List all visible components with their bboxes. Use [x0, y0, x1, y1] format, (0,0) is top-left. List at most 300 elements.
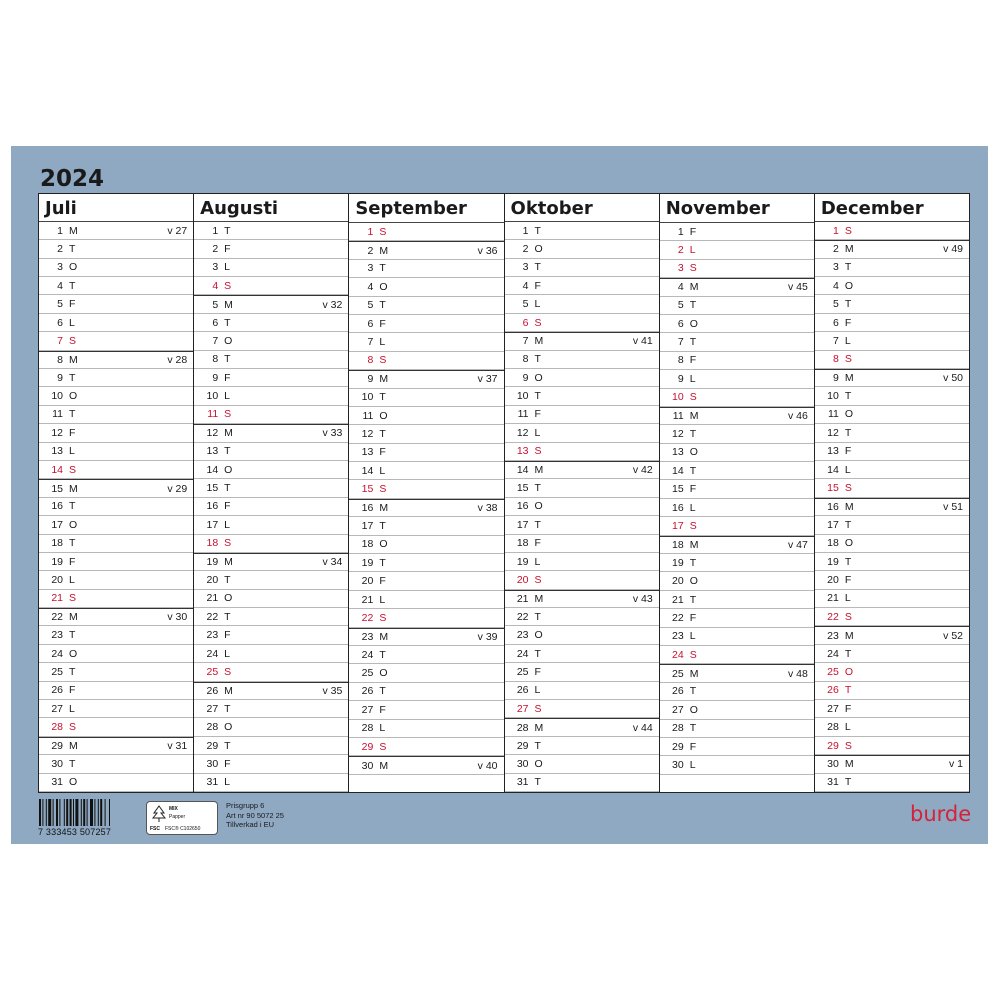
day-row [349, 591, 503, 609]
weekday-letter: M [379, 502, 389, 515]
day-number: 4 [677, 281, 684, 294]
day-number: 7 [833, 334, 839, 347]
day-row [349, 572, 503, 590]
week-number: v 46 [788, 410, 808, 423]
day-number: 22 [827, 610, 839, 623]
weekday-letter: F [224, 629, 231, 642]
weekday-letter: T [534, 610, 541, 623]
weekday-letter: T [689, 722, 697, 735]
day-list [505, 222, 659, 792]
weekday-letter: T [224, 739, 231, 752]
weekday-letter: F [224, 242, 231, 255]
weekday-letter: F [844, 445, 852, 458]
barcode-bar [46, 799, 47, 826]
barcode-number: 7 333453 507257 [38, 827, 112, 837]
day-row [39, 590, 193, 608]
day-number: 2 [57, 242, 63, 255]
day-row [815, 682, 969, 700]
day-row [505, 737, 659, 755]
weekday-letter: T [534, 482, 541, 495]
day-row [194, 222, 348, 240]
day-row [39, 737, 193, 755]
calendar-footer [38, 799, 970, 839]
info-line: Tillverkad i EU [226, 820, 275, 829]
day-row [660, 297, 814, 315]
day-number: 30 [206, 757, 219, 770]
day-number: 11 [827, 408, 839, 421]
day-row [505, 424, 659, 442]
weekday-letter: T [844, 776, 852, 789]
day-number: 25 [672, 667, 684, 680]
weekday-letter: F [69, 426, 76, 439]
day-row [815, 663, 969, 681]
day-row [194, 626, 348, 644]
day-row [660, 389, 814, 407]
barcode-bar [98, 799, 99, 826]
day-row [194, 682, 348, 700]
day-number: 11 [362, 409, 374, 422]
day-number: 7 [522, 335, 529, 348]
weekday-letter: O [224, 721, 233, 734]
day-number: 1 [833, 224, 839, 237]
weekday-letter: M [844, 758, 854, 771]
weekday-letter: T [69, 537, 76, 550]
day-row [194, 351, 348, 369]
weekday-letter: S [844, 482, 852, 495]
month-name: Oktober [505, 194, 659, 222]
day-row [815, 387, 969, 405]
day-number: 22 [516, 610, 529, 623]
day-number: 30 [827, 758, 839, 771]
day-number: 16 [827, 500, 839, 513]
day-number: 14 [51, 463, 63, 476]
day-number: 5 [212, 298, 219, 311]
day-row [505, 626, 659, 644]
weekday-letter: T [224, 574, 231, 586]
day-row [505, 479, 659, 497]
day-row [349, 260, 503, 278]
weekday-letter: S [224, 537, 232, 550]
day-row [815, 424, 969, 442]
weekday-letter: F [224, 371, 231, 384]
day-number: 6 [522, 316, 529, 329]
day-row [39, 718, 193, 736]
weekday-letter: S [379, 354, 387, 367]
day-row [39, 424, 193, 442]
weekday-letter: M [689, 281, 699, 294]
month-name: December [815, 194, 969, 222]
day-number: 10 [827, 390, 839, 403]
weekday-letter: T [534, 261, 541, 274]
day-number: 16 [51, 500, 63, 513]
weekday-letter: F [224, 757, 231, 770]
day-number: 16 [516, 500, 529, 513]
day-number: 19 [361, 556, 374, 569]
weekday-letter: F [534, 408, 541, 421]
day-row [660, 572, 814, 590]
day-number: 25 [827, 665, 839, 678]
day-number: 12 [827, 426, 839, 439]
day-row [815, 590, 969, 608]
weekday-letter: M [379, 630, 389, 643]
day-number: 26 [51, 684, 63, 697]
weekday-letter: O [689, 446, 698, 459]
day-number: 6 [57, 316, 63, 329]
day-number: 30 [361, 759, 374, 772]
weekday-letter: T [689, 685, 697, 698]
barcode-bar [83, 799, 85, 826]
day-number: 12 [51, 426, 63, 439]
week-number: v 33 [322, 427, 343, 440]
weekday-letter: S [69, 592, 77, 605]
weekday-letter: S [534, 445, 542, 458]
product-info [226, 801, 284, 830]
month-column [815, 194, 969, 792]
day-number: 6 [367, 317, 374, 330]
weekday-letter: M [224, 684, 233, 697]
day-row [815, 479, 969, 497]
weekday-letter: O [224, 592, 233, 605]
weekday-letter: S [844, 224, 852, 237]
weekday-letter: T [534, 776, 541, 789]
day-number: 3 [522, 261, 529, 274]
day-number: 21 [672, 593, 684, 606]
day-number: 31 [827, 776, 839, 789]
week-number: v 48 [788, 667, 808, 680]
day-row [660, 425, 814, 443]
day-number: 11 [517, 408, 529, 421]
week-number: v 49 [943, 243, 964, 256]
day-number: 25 [51, 665, 63, 678]
day-number: 17 [51, 518, 63, 531]
day-number: 16 [672, 501, 684, 514]
weekday-letter: S [534, 574, 542, 586]
day-row [815, 314, 969, 332]
day-number: 29 [516, 739, 529, 752]
weekday-letter: T [844, 261, 852, 274]
weekday-letter: O [689, 703, 698, 716]
week-number: v 29 [167, 482, 188, 495]
weekday-letter: T [844, 426, 852, 439]
day-row [349, 646, 503, 664]
weekday-letter: L [689, 501, 696, 514]
day-row [815, 461, 969, 479]
day-number: 10 [51, 390, 63, 403]
day-row [39, 553, 193, 571]
day-number: 28 [672, 722, 684, 735]
day-number: 12 [361, 427, 374, 440]
day-number: 8 [677, 354, 684, 367]
day-number: 4 [522, 279, 529, 292]
day-row [505, 535, 659, 553]
weekday-letter: T [534, 390, 541, 403]
weekday-letter: T [69, 500, 76, 513]
day-number: 2 [522, 242, 529, 255]
weekday-letter: T [69, 629, 76, 642]
day-number: 24 [516, 647, 529, 660]
day-number: 27 [516, 702, 529, 715]
day-row [39, 443, 193, 461]
day-row [194, 498, 348, 516]
day-number: 3 [212, 261, 219, 274]
day-row [349, 480, 503, 498]
day-number: 23 [827, 629, 839, 642]
day-row [815, 351, 969, 369]
day-number: 7 [677, 336, 684, 349]
barcode-bar [42, 799, 43, 826]
week-number: v 52 [943, 629, 964, 642]
weekday-letter: S [689, 519, 697, 532]
day-number: 7 [367, 336, 374, 349]
month-column [39, 194, 194, 792]
barcode-bar [39, 799, 41, 826]
day-row [660, 278, 814, 296]
day-number: 23 [516, 629, 529, 642]
day-row [39, 461, 193, 479]
day-number: 9 [833, 372, 839, 385]
barcode-bar [64, 799, 65, 826]
weekday-letter: M [379, 373, 389, 386]
day-row [505, 663, 659, 681]
day-row [815, 240, 969, 258]
day-number: 11 [207, 408, 219, 421]
weekday-letter: S [534, 316, 542, 329]
weekday-letter: S [689, 648, 697, 661]
day-row [505, 553, 659, 571]
day-row [349, 407, 503, 425]
weekday-letter: M [69, 224, 78, 237]
day-number: 22 [361, 611, 374, 624]
week-number: v 28 [167, 353, 188, 366]
day-row [815, 406, 969, 424]
day-number: 30 [51, 757, 63, 770]
weekday-letter: L [379, 722, 386, 735]
weekday-letter: T [69, 665, 76, 678]
day-number: 14 [361, 464, 374, 477]
day-row [39, 498, 193, 516]
day-row [349, 462, 503, 480]
day-number: 23 [206, 629, 219, 642]
day-row [660, 370, 814, 388]
day-row [39, 535, 193, 553]
day-number: 17 [672, 519, 684, 532]
day-number: 9 [212, 371, 219, 384]
day-number: 18 [827, 537, 839, 550]
day-row [39, 387, 193, 405]
day-number: 18 [516, 537, 529, 550]
day-row [194, 240, 348, 258]
day-number: 4 [57, 279, 63, 292]
day-row [194, 516, 348, 534]
day-number: 9 [677, 372, 684, 385]
weekday-letter: T [689, 427, 697, 440]
day-number: 14 [206, 463, 219, 476]
day-number: 9 [57, 371, 63, 384]
day-number: 8 [833, 353, 839, 366]
day-number: 10 [206, 390, 219, 403]
day-number: 20 [516, 574, 529, 586]
week-number: v 51 [943, 500, 964, 513]
day-number: 16 [361, 502, 374, 515]
day-row [505, 387, 659, 405]
day-number: 27 [361, 703, 374, 716]
day-number: 15 [51, 482, 63, 495]
day-number: 23 [51, 629, 63, 642]
day-row [349, 499, 503, 517]
day-row [194, 443, 348, 461]
day-number: 8 [522, 353, 529, 366]
day-row [815, 332, 969, 350]
weekday-letter: L [224, 776, 231, 789]
weekday-letter: O [844, 408, 854, 421]
day-row [505, 516, 659, 534]
weekday-letter: O [379, 667, 388, 680]
month-column [349, 194, 504, 792]
weekday-letter: F [69, 298, 76, 311]
day-row [660, 628, 814, 646]
day-number: 3 [367, 262, 374, 275]
day-list [194, 222, 348, 792]
weekday-letter: L [379, 464, 386, 477]
day-number: 2 [833, 243, 839, 256]
week-number: v 30 [167, 611, 188, 624]
weekday-letter: T [224, 702, 231, 715]
day-row [194, 369, 348, 387]
day-row [349, 389, 503, 407]
day-number: 26 [206, 684, 219, 697]
day-number: 18 [51, 537, 63, 550]
day-row [39, 663, 193, 681]
day-number: 21 [516, 592, 529, 605]
day-row [39, 295, 193, 313]
day-number: 5 [57, 298, 63, 311]
day-row [660, 591, 814, 609]
day-number: 19 [516, 555, 529, 568]
weekday-letter: M [534, 721, 544, 734]
day-row [815, 737, 969, 755]
weekday-letter: M [534, 335, 544, 348]
day-row [660, 720, 814, 738]
day-row [39, 645, 193, 663]
day-row [39, 700, 193, 718]
weekday-letter: T [689, 593, 697, 606]
day-row [815, 498, 969, 516]
weekday-letter: O [224, 334, 233, 347]
weekday-letter: M [689, 410, 699, 423]
week-number: v 42 [632, 464, 653, 477]
day-row [815, 553, 969, 571]
day-number: 29 [672, 740, 684, 753]
day-row [505, 314, 659, 332]
day-row [505, 369, 659, 387]
day-number: 21 [206, 592, 219, 605]
month-name: Augusti [194, 194, 348, 222]
month-grid [38, 193, 970, 793]
day-number: 20 [827, 574, 839, 586]
week-number: v 35 [322, 684, 343, 697]
week-number: v 40 [477, 759, 498, 772]
day-number: 24 [672, 648, 684, 661]
day-number: 1 [522, 224, 529, 237]
day-row [349, 628, 503, 646]
weekday-letter: O [844, 279, 854, 292]
day-number: 2 [367, 244, 374, 257]
weekday-letter: F [224, 500, 231, 513]
weekday-letter: F [69, 684, 76, 697]
weekday-letter: F [689, 611, 697, 624]
day-row [815, 516, 969, 534]
weekday-letter: F [379, 317, 386, 330]
weekday-letter: O [844, 665, 854, 678]
day-number: 15 [361, 483, 374, 496]
day-number: 11 [672, 410, 684, 423]
day-number: 15 [672, 483, 684, 496]
day-row [194, 277, 348, 295]
weekday-letter: F [379, 446, 386, 459]
day-number: 25 [516, 665, 529, 678]
day-number: 21 [827, 592, 839, 605]
weekday-letter: F [534, 537, 541, 550]
weekday-letter: L [69, 702, 75, 715]
day-number: 30 [672, 759, 684, 772]
day-number: 29 [827, 739, 839, 752]
day-row [194, 314, 348, 332]
month-name: November [660, 194, 814, 223]
day-row [194, 535, 348, 553]
day-number: 13 [361, 446, 374, 459]
weekday-letter: S [844, 610, 852, 623]
day-row [660, 609, 814, 627]
day-row [349, 701, 503, 719]
day-row [660, 536, 814, 554]
day-number: 22 [51, 611, 63, 624]
barcode [38, 799, 134, 839]
day-number: 31 [206, 776, 219, 789]
weekday-letter: O [379, 409, 388, 422]
day-row [194, 737, 348, 755]
weekday-letter: M [844, 243, 854, 256]
weekday-letter: T [224, 353, 231, 366]
weekday-letter: S [69, 334, 77, 347]
weekday-letter: S [844, 739, 852, 752]
week-number: v 45 [788, 281, 808, 294]
day-number: 1 [367, 225, 374, 238]
weekday-letter: L [689, 630, 696, 643]
weekday-letter: F [844, 702, 852, 715]
barcode-bar [70, 799, 72, 826]
day-row [505, 332, 659, 350]
weekday-letter: T [844, 298, 852, 311]
day-row [505, 351, 659, 369]
weekday-letter: O [379, 280, 388, 293]
day-row [660, 241, 814, 259]
fsc-logo-text: FSC [150, 826, 160, 832]
day-row [505, 608, 659, 626]
day-row [505, 259, 659, 277]
fsc-code-text: FSC® C102650 [165, 826, 201, 832]
day-row [194, 479, 348, 497]
weekday-letter: T [69, 371, 76, 384]
day-row [349, 609, 503, 627]
day-number: 19 [206, 556, 219, 569]
day-row [194, 461, 348, 479]
weekday-letter: S [69, 721, 77, 734]
day-row [39, 332, 193, 350]
day-number: 22 [672, 611, 684, 624]
day-number: 6 [677, 317, 684, 330]
day-row [194, 663, 348, 681]
day-row [505, 406, 659, 424]
